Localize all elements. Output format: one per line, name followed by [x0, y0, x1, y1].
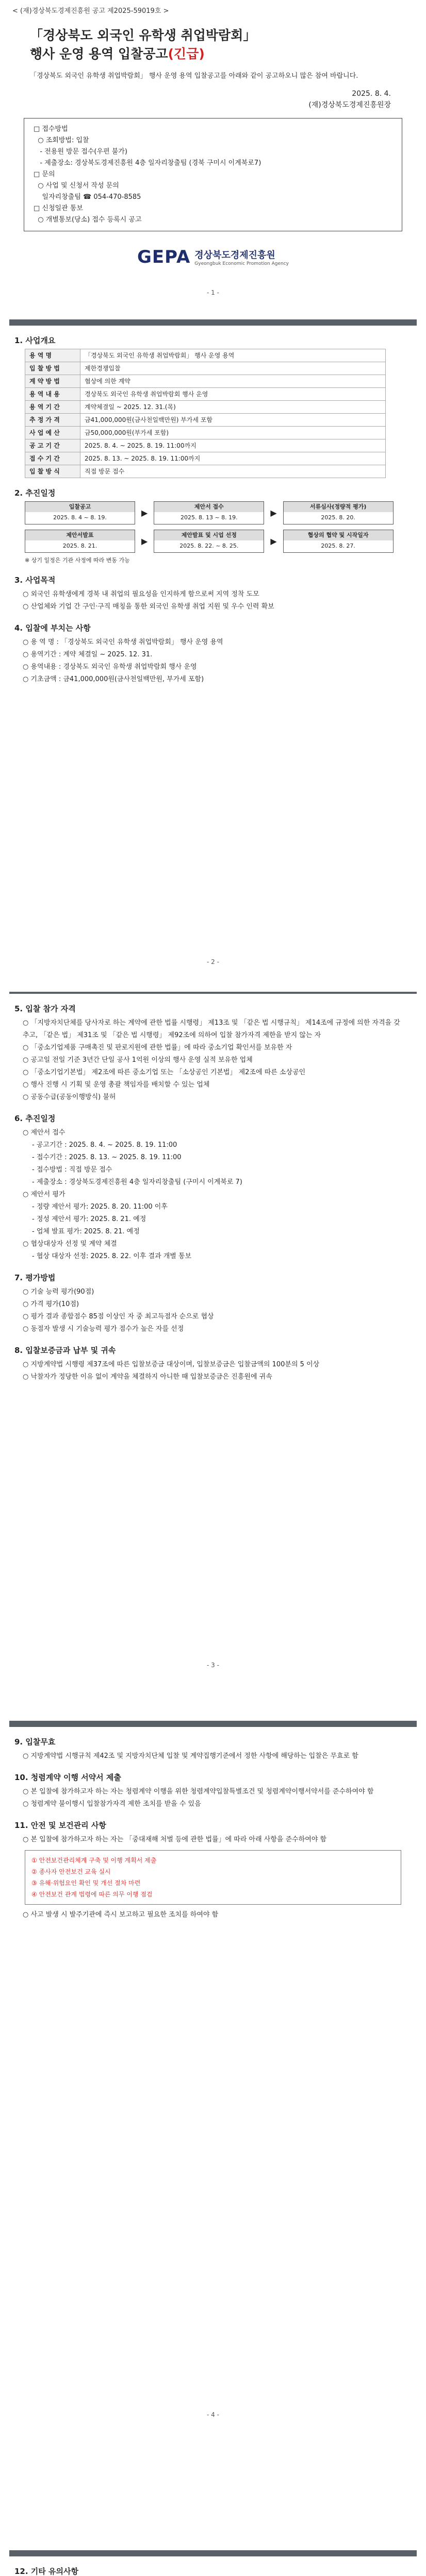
row-label: 공 고 기 간 [25, 439, 80, 452]
list-item: - 정량 제안서 평가: 2025. 8. 20. 11:00 이후 [32, 1203, 168, 1211]
page-number: - 3 - [207, 1662, 219, 1669]
list-item: ○ 용역내용 : 경상북도 외국인 유학생 취업박람회 행사 운영 [23, 663, 197, 671]
list-item: - 업체 발표 평가: 2025. 8. 21. 예정 [32, 1228, 140, 1235]
summary-item: ○ 개별통보(당소) 접수 등록시 공고 [34, 216, 142, 224]
row-label: 사 업 예 산 [25, 427, 80, 439]
safety-box [25, 1850, 401, 1905]
row-value: 「경상북도 외국인 유학생 취업박람회」 행사 운영 용역 [80, 349, 386, 362]
page-number: - 4 - [207, 2411, 219, 2418]
list-item: ○ 외국인 유학생에게 경북 내 취업의 필요성을 인지하게 함으로써 지역 정착 도모 [23, 590, 259, 598]
list-item: ○ 기초금액 : 금41,000,000원(금사천일백만원, 부가세 포함) [23, 675, 204, 683]
arrow-icon: ▶ [270, 508, 277, 518]
table-row [25, 401, 386, 414]
section-heading: 10. 청렴계약 이행 서약서 제출 [14, 1773, 121, 1782]
row-label: 계 약 방 법 [25, 375, 80, 388]
list-item: ○ 가격 평가(10점) [23, 1300, 79, 1308]
step-date: 2025. 8. 4 ~ 8. 19. [53, 514, 107, 521]
row-value: 금41,000,000원(금사천일백만원) 부가세 포함 [80, 414, 386, 427]
lead-text: 「경상북도 외국인 유학생 취업박람회」 행사 운영 용역 입찰공고를 아래와 같이 공고하오니 많은 참여 바랍니다. [30, 72, 358, 80]
list-item: - 정성 제안서 평가: 2025. 8. 21. 예정 [32, 1215, 146, 1223]
table-row [25, 388, 386, 401]
list-item: ○ 평가 결과 종합점수 85점 이상인 자 중 최고득점자 순으로 협상 [23, 1313, 214, 1320]
step-title: 협상의 협약 및 시작일자 [284, 530, 393, 540]
evaluation-list [9, 1201, 417, 1238]
row-value: 제한경쟁입찰 [80, 362, 386, 375]
purpose-list [9, 588, 417, 613]
row-value: 경상북도 외국인 유학생 취업박람회 행사 운영 [80, 388, 386, 401]
schedule-step [25, 530, 135, 553]
list-item: ○ 공고일 전일 기준 3년간 단일 공사 1억원 이상의 행사 운영 실적 보유한 업체 [23, 1056, 253, 1064]
summary-item: □ 접수방법 [34, 125, 68, 133]
subheading: ○ 협상대상자 선정 및 계약 체결 [23, 1240, 117, 1248]
integrity-list [9, 1786, 417, 1810]
row-label: 용 역 기 간 [25, 401, 80, 414]
subheading: ○ 제안서 평가 [23, 1191, 65, 1198]
urgent-tag: (긴급) [168, 46, 205, 61]
schedule-step [283, 501, 394, 524]
list-item: ○ 용역기간 : 계약 체결일 ~ 2025. 12. 31. [23, 651, 153, 658]
arrow-icon: ▶ [141, 508, 148, 518]
row-label: 접 수 기 간 [25, 452, 80, 465]
logo-mark: GEPA [137, 247, 191, 267]
list-item: - 공고기간 : 2025. 8. 4. ~ 2025. 8. 19. 11:00 [32, 1141, 177, 1149]
deposit-list [9, 1359, 417, 1383]
safety-tail: ○ 사고 발생 시 발주기관에 즉시 보고하고 필요한 조치를 하여야 함 [23, 1911, 219, 1919]
section-heading: 5. 입찰 참가 자격 [14, 1004, 76, 1013]
safety-item: ③ 유해·위험요인 확인 및 개선 절차 마련 [31, 1879, 141, 1887]
step-date: 2025. 8. 21. [62, 543, 97, 549]
summary-item: - 전용원 방문 접수(우편 불가) [34, 148, 127, 156]
row-label: 용 역 내 용 [25, 388, 80, 401]
page-number: - 2 - [207, 958, 219, 965]
section-heading: 9. 입찰무효 [14, 1737, 56, 1747]
page-3 [9, 992, 417, 1677]
section-heading: 3. 사업목적 [14, 575, 56, 585]
section-heading: 12. 기타 유의사항 [14, 2567, 78, 2576]
safety-item: ① 안전보건관리체계 구축 및 이행 계획서 제출 [31, 1857, 157, 1864]
safety-item: ④ 안전보건 관계 법령에 따른 의무 이행 점검 [31, 1891, 153, 1898]
row-value: 계약체결일 ~ 2025. 12. 31.(목) [80, 401, 386, 414]
logo-sub: Gyeongbuk Economic Promotion Agency [194, 261, 289, 266]
page-top-bar [9, 992, 417, 994]
arrow-icon: ▶ [270, 536, 277, 546]
step-title: 제안서발표 [25, 530, 135, 540]
page-4 [9, 1721, 417, 2427]
step-date: 2025. 8. 27. [321, 543, 355, 549]
step-title: 서류심사(정량적 평가) [284, 502, 393, 512]
row-value: 직접 방문 접수 [80, 465, 386, 478]
safety-lead: ○ 본 입찰에 참가하고자 하는 자는 「중대재해 처벌 등에 관한 법률」에 따라 아래 사항을 준수하여야 함 [23, 1836, 327, 1843]
summary-item: □ 문의 [34, 171, 55, 178]
page-1 [9, 3, 417, 302]
notice-date: 2025. 8. 4. [352, 90, 391, 98]
step-title: 제안발표 및 시업 선정 [154, 530, 264, 540]
row-value: 2025. 8. 4. ~ 2025. 8. 19. 11:00까지 [80, 439, 386, 452]
summary-item: 일자리창출팀 ☎ 054-470-8585 [34, 193, 141, 201]
page-top-bar [9, 319, 417, 326]
page-title [30, 26, 417, 63]
safety-item: ② 종사자 안전보건 교육 실시 [31, 1868, 111, 1875]
list-item: ○ 행사 진행 시 기획 및 운영 총괄 책임자를 배치할 수 있는 업체 [23, 1081, 210, 1089]
list-item: ○ 지방계약법 시행규칙 제42조 및 지방자치단체 입찰 및 계약집행기준에서 정한 사항에 해당하는 입찰은 무효로 함 [23, 1752, 358, 1760]
table-row [25, 414, 386, 427]
row-label: 입 찰 방 식 [25, 465, 80, 478]
table-row [25, 362, 386, 375]
page-top-bar [9, 1721, 417, 1727]
step-title: 입찰공고 [25, 502, 135, 512]
list-item: ○ 공동수급(공동이행방식) 불허 [23, 1093, 116, 1101]
section-heading: 11. 안전 및 보건관리 사항 [14, 1821, 106, 1830]
schedule-flow-row-2 [25, 530, 417, 553]
schedule-note: ※ 상기 일정은 기관 사정에 따라 변동 가능 [25, 557, 130, 564]
list-item: - 접수방법 : 직접 방문 접수 [32, 1166, 112, 1174]
logo-name: 경상북도경제진흥원 [194, 250, 275, 261]
submission-list [9, 1139, 417, 1189]
tender-items-list [9, 636, 417, 686]
list-item: ○ 「중소기업기본법」 제2조에 따른 중소기업 또는 「소상공인 기본법」 제2조에 따른 소상공인 [23, 1069, 306, 1076]
list-item: - 제출장소 : 경상북도경제진흥원 4층 일자리창출팀 (구미시 이계북로 7) [32, 1178, 242, 1186]
list-item: ○ 「중소기업제품 구매촉진 및 판로지원에 관한 법률」에 따라 중소기업 확인서를 보유한 자 [23, 1044, 292, 1052]
list-item: ○ 낙찰자가 정당한 이유 없이 계약을 체결하지 아니한 때 입찰보증금은 진흥원에 귀속 [23, 1373, 272, 1381]
summary-item: □ 신청일관 통보 [34, 205, 83, 212]
section-heading: 6. 추진일정 [14, 1114, 56, 1123]
summary-item: ○ 조회방법: 입찰 [34, 137, 89, 144]
table-row [25, 375, 386, 388]
table-row [25, 452, 386, 465]
summary-item: - 제출장소: 경상북도경제진흥원 4층 일자리창출팀 (경북 구미시 이계북로7) [34, 159, 261, 167]
list-item: - 접수기간 : 2025. 8. 13. ~ 2025. 8. 19. 11:00 [32, 1154, 182, 1161]
step-title: 제안서 접수 [154, 502, 264, 512]
summary-item: ○ 사업 및 신청서 작성 문의 [34, 182, 119, 190]
notice-summary-box [24, 118, 402, 231]
table-row [25, 349, 386, 362]
title-line-1: 「경상북도 외국인 유학생 취업박람회」 [30, 28, 256, 43]
eligibility-list [9, 1017, 417, 1104]
page-2 [9, 319, 417, 974]
invalid-bid-list [9, 1750, 417, 1762]
table-row [25, 439, 386, 452]
page-5 [9, 2550, 417, 2576]
schedule-flow-row-1 [25, 501, 417, 524]
list-item: ○ 기술 능력 평가(90점) [23, 1288, 94, 1296]
list-item: ○ 「지방자치단체를 당사자로 하는 계약에 관한 법률 시행령」 제13조 및 「같은 법 시행규칙」 제14조에 규정에 의한 자격을 갖추고, 「같은 법」 제31조 및 「같은 법 시행령」 제92조에 의하여 입찰 참가자격 제한을 받지 않는 자 [23, 1019, 400, 1039]
table-row [25, 427, 386, 439]
evaluation-method-list [9, 1286, 417, 1335]
page-top-bar [9, 2550, 417, 2556]
section-heading: 8. 입찰보증금과 납부 및 귀속 [14, 1346, 116, 1355]
list-item: ○ 산업체와 기업 간 구인·구직 매칭을 통한 외국인 유학생 취업 지원 및 우수 인력 확보 [23, 603, 274, 611]
page-number: - 1 - [207, 289, 219, 296]
schedule-step [154, 501, 264, 524]
row-value: 협상에 의한 계약 [80, 375, 386, 388]
schedule-step [154, 530, 264, 553]
row-label: 추 정 가 격 [25, 414, 80, 427]
list-item: ○ 용 역 명 : 「경상북도 외국인 유학생 취업박람회」 행사 운영 용역 [23, 638, 223, 646]
row-value: 2025. 8. 13. ~ 2025. 8. 19. 11:00까지 [80, 452, 386, 465]
issuer: (재)경상북도경제진흥원장 [308, 101, 391, 109]
list-item: ○ 지방계약법 시행령 제37조에 따른 입찰보증금 대상이며, 입찰보증금은 입찰금액의 100분의 5 이상 [23, 1361, 320, 1368]
row-label: 입 찰 방 법 [25, 362, 80, 375]
section-heading: 4. 입찰에 부치는 사항 [14, 623, 91, 633]
list-item: ○ 본 입찰에 참가하고자 하는 자는 청렴계약 이행을 위한 청렴계약입찰특별조건 및 청렴계약이행서약서를 준수하여야 함 [23, 1788, 374, 1795]
notice-header: < (재)경상북도경제진흥원 공고 제2025-59019호 > [12, 7, 169, 15]
arrow-icon: ▶ [141, 536, 148, 546]
schedule-step [283, 530, 394, 553]
project-info-table [25, 349, 386, 478]
list-item: ○ 동점자 발생 시 기술능력 평가 점수가 높은 자를 선정 [23, 1325, 184, 1333]
row-value: 금50,000,000원(부가세 포함) [80, 427, 386, 439]
step-date: 2025. 8. 22. ~ 8. 25. [179, 543, 239, 549]
schedule-step [25, 501, 135, 524]
section-heading: 2. 추진일정 [14, 488, 56, 498]
table-row [25, 465, 386, 478]
title-line-2 [30, 45, 417, 63]
selection-text: - 협상 대상자 선정: 2025. 8. 22. 이후 결과 개별 통보 [32, 1252, 192, 1260]
step-date: 2025. 8. 20. [321, 514, 355, 521]
org-logo [9, 247, 417, 267]
subheading: ○ 제안서 접수 [23, 1129, 65, 1137]
section-heading: 7. 평가방법 [14, 1273, 56, 1282]
list-item: ○ 청렴계약 불이행시 입찰참가자격 제한 조치를 받을 수 있음 [23, 1800, 201, 1808]
step-date: 2025. 8. 13 ~ 8. 19. [180, 514, 238, 521]
row-label: 용 역 명 [25, 349, 80, 362]
title-text: 행사 운영 용역 입찰공고 [30, 46, 168, 61]
section-heading: 1. 사업개요 [14, 336, 56, 345]
